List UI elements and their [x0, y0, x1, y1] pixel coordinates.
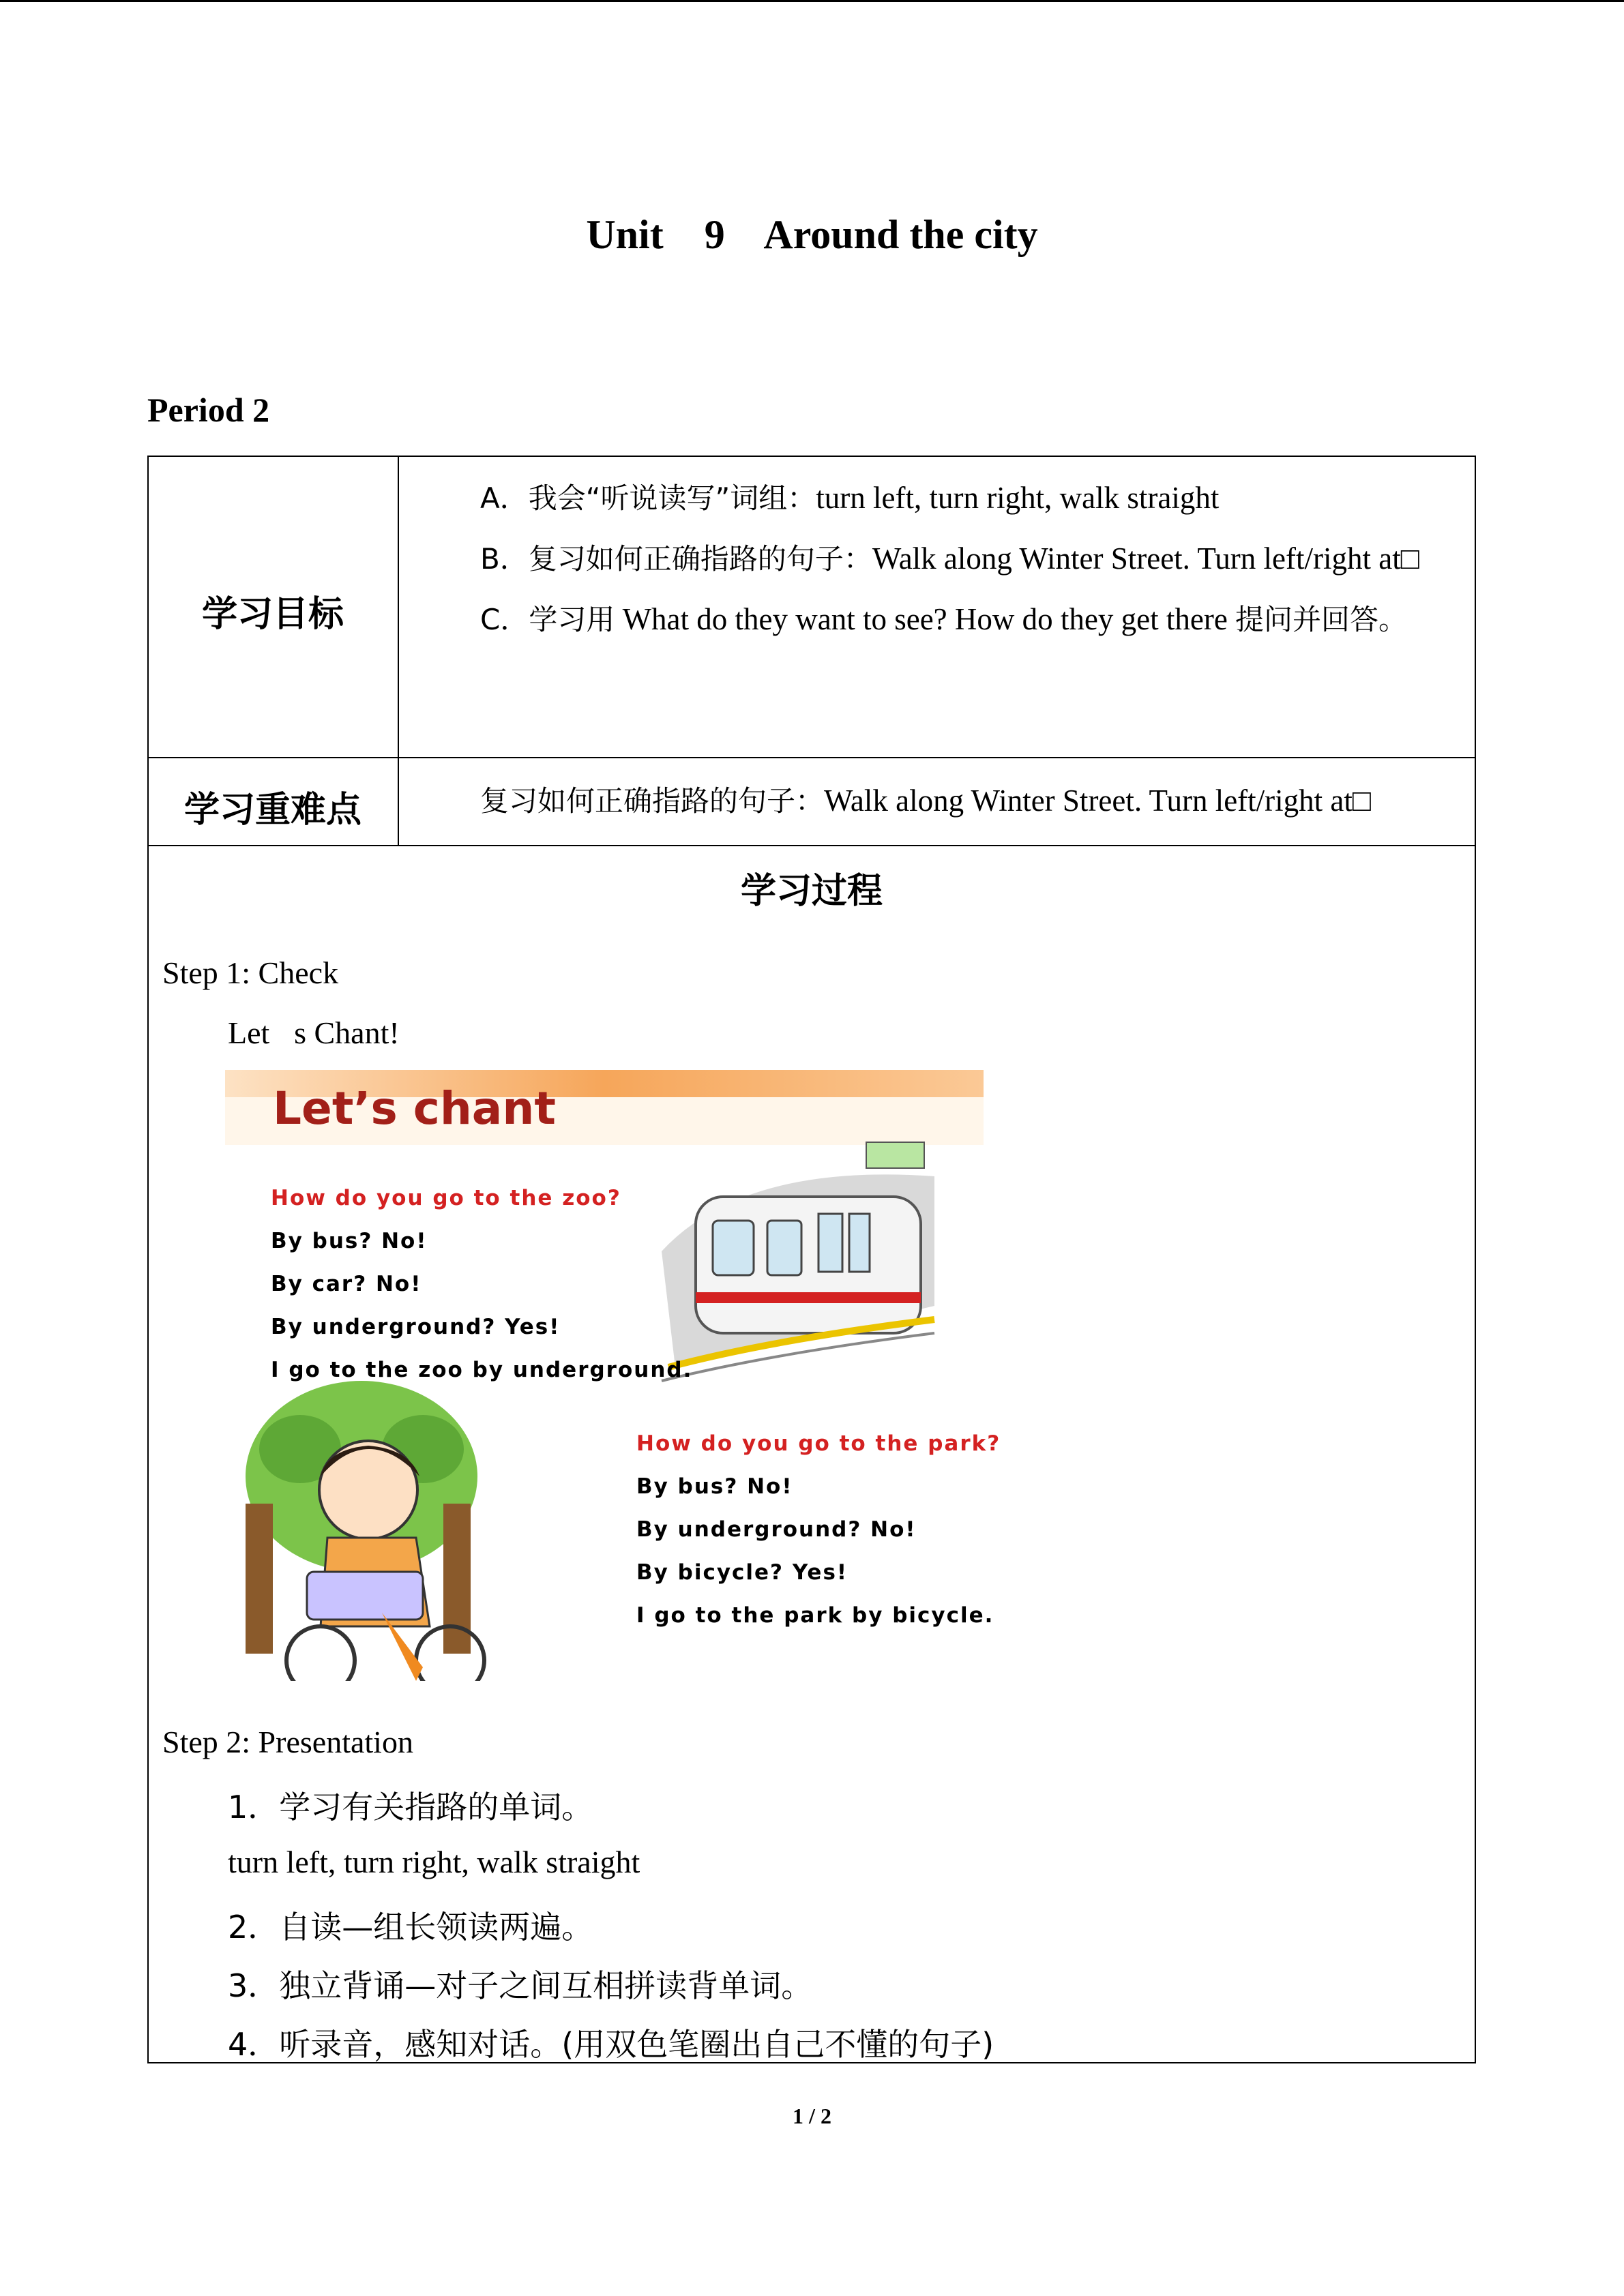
chant-heading: Let’s chant [273, 1082, 556, 1135]
process-title: 学习过程 [740, 871, 883, 912]
period-label: Period 2 [147, 391, 270, 429]
step1-title: Step 1: Check [162, 955, 339, 990]
verse1-question: How do you go to the zoo? [271, 1186, 621, 1210]
focus-content: 复习如何正确指路的句子：Walk along Winter Street. Turn left/right at□ [480, 784, 1372, 818]
page-number: 1 / 2 [793, 2104, 831, 2128]
step2-item-3: 3．独立背诵—对子之间互相拼读背单词。 [228, 1967, 813, 2004]
goals-label: 学习目标 [201, 594, 344, 635]
step2-item-2: 2．自读—组长领读两遍。 [228, 1909, 593, 1945]
verse2-question: How do you go to the park? [636, 1431, 1001, 1456]
step2-item-4: 4．听录音，感知对话。(用双色笔圈出自己不懂的句子) [228, 2026, 994, 2063]
verse2-line: By bus? No! [636, 1474, 793, 1499]
document-title: Unit 9 Around the city [586, 212, 1038, 257]
table-row-divider-2 [147, 845, 1476, 846]
goal-c: C．学习用 What do they want to see? How do they get there 提问并回答。 [480, 602, 1408, 636]
goal-a: A．我会“听说读写”词组：turn left, turn right, walk straight [480, 481, 1220, 515]
verse1-line: I go to the zoo by underground. [271, 1358, 693, 1382]
chant-illustration [225, 1067, 1001, 1681]
verse1-line: By underground? Yes! [271, 1315, 561, 1339]
verse1-line: By car? No! [271, 1272, 422, 1296]
train-icon [662, 1142, 934, 1381]
verse2-line: I go to the park by bicycle. [636, 1603, 994, 1628]
bicycle-kid-icon [246, 1381, 484, 1681]
goals-content [413, 468, 1464, 650]
focus-label: 学习重难点 [183, 790, 361, 831]
verse2-line: By bicycle? Yes! [636, 1560, 848, 1585]
step2-item-1: 1．学习有关指路的单词。 [228, 1789, 593, 1825]
step2-title: Step 2: Presentation [162, 1725, 413, 1759]
step2-vocab: turn left, turn right, walk straight [228, 1845, 640, 1879]
verse2-line: By underground? No! [636, 1517, 917, 1542]
goal-b: B．复习如何正确指路的句子：Walk along Winter Street. Turn left/right at□ [480, 541, 1419, 576]
step1-subtitle: Let s Chant! [228, 1015, 400, 1050]
page-top-border [0, 0, 1624, 2]
verse1-line: By bus? No! [271, 1229, 428, 1253]
table-row-divider-1 [147, 757, 1476, 758]
